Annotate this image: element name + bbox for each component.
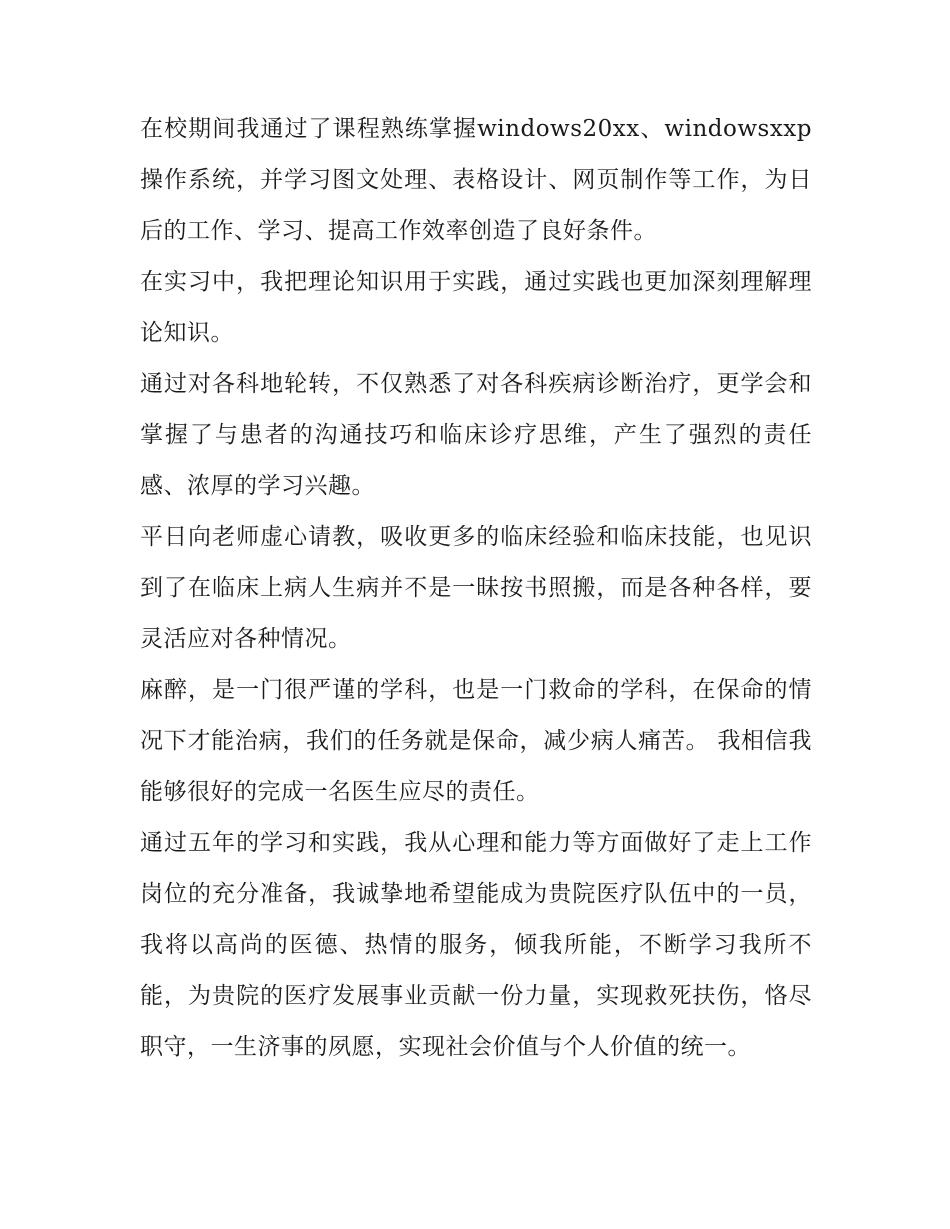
document-page <box>140 104 812 1073</box>
paragraph-computer-skills: 在校期间我通过了课程熟练掌握windows20xx、windowsxxp操作系统，并学习图文处理、表格设计、网页制作等工作，为日后的工作、学习、提高工作效率创造了良好条件。 <box>140 116 812 244</box>
paragraph-conclusion: 通过五年的学习和实践，我从心理和能力等方面做好了走上工作岗位的充分准备，我诚挚地希望能成为贵院医疗队伍中的一员，我将以高尚的医德、热情的服务，倾我所能，不断学习我所不能，为贵院的医疗发展事业贡献一份力量，实现救死扶伤，恪尽职守，一生济事的夙愿，实现社会价值与个人价值的统一。 <box>140 830 812 1060</box>
paragraph-internship-practice: 在实习中，我把理论知识用于实践，通过实践也更加深刻理解理论知识。 <box>140 269 812 346</box>
paragraph-department-rotation: 通过对各科地轮转，不仅熟悉了对各科疾病诊断治疗，更学会和掌握了与患者的沟通技巧和临床诊疗思维，产生了强烈的责任感、浓厚的学习兴趣。 <box>140 371 812 499</box>
paragraph-learning-from-teachers: 平日向老师虚心请教，吸收更多的临床经验和临床技能，也见识到了在临床上病人生病并不是一昧按书照搬，而是各种各样，要灵活应对各种情况。 <box>140 524 812 652</box>
paragraph-anesthesia: 麻醉，是一门很严谨的学科，也是一门救命的学科，在保命的情况下才能治病，我们的任务就是保命，减少病人痛苦。 我相信我能够很好的完成一名医生应尽的责任。 <box>140 677 812 805</box>
